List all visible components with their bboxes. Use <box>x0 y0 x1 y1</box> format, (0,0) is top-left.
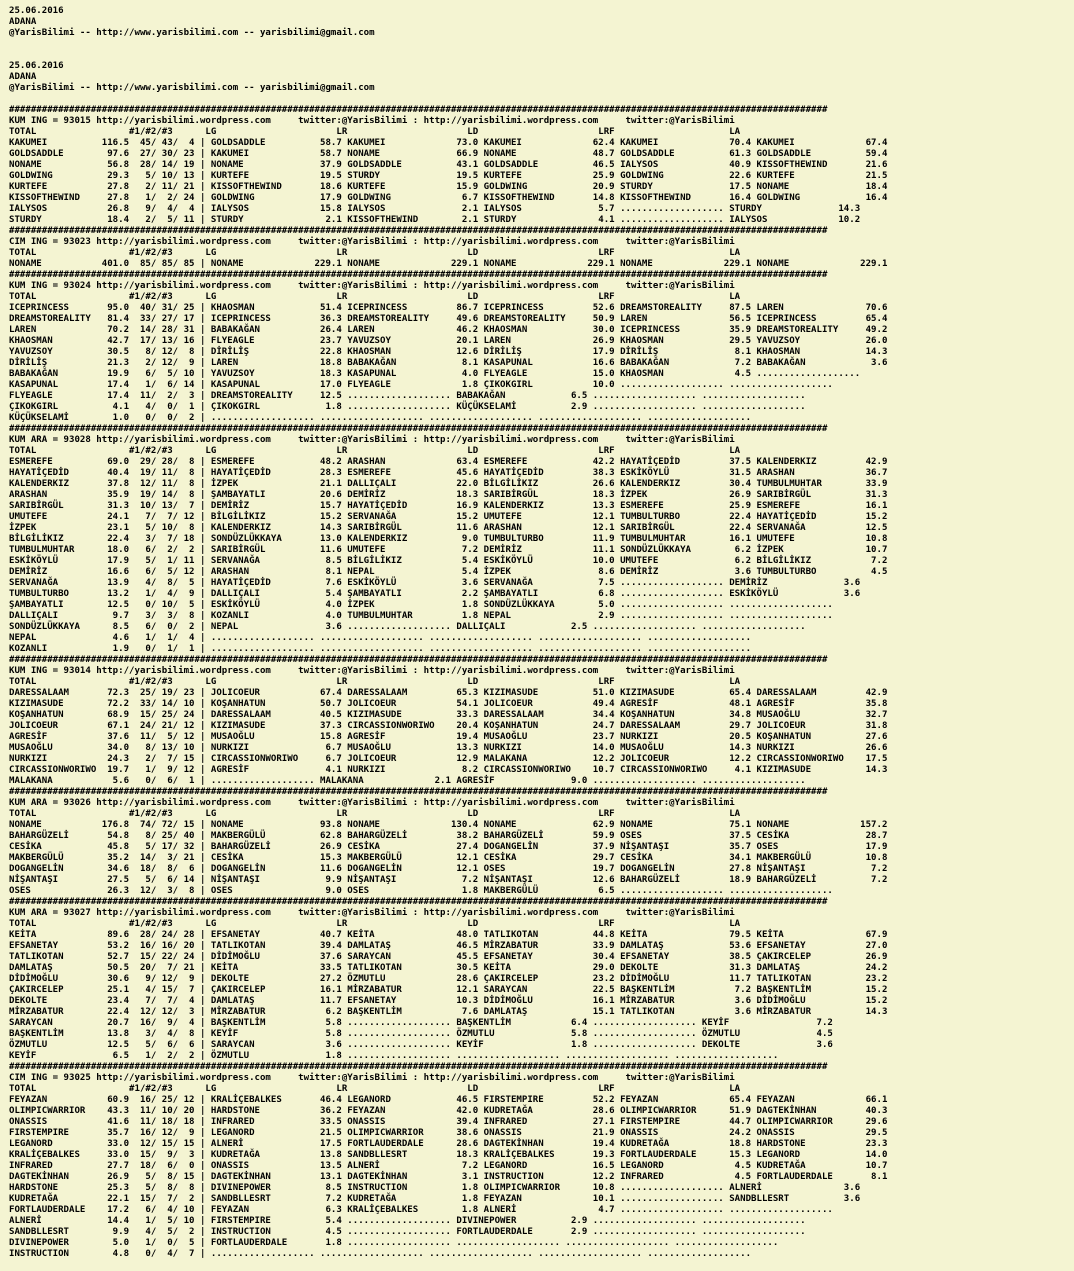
table-row: KOŞANHATUN 68.9 15/ 25/ 24 | DARESSALAAM 40.5 KIZIMASUDE 33.3 DARESSALAAM 34.4 KOŞANHATUN 34.8 MUSAOĞLU 32.7 <box>9 710 888 720</box>
race-table <box>9 424 1074 655</box>
table-row: KEYİF 6.5 1/ 2/ 2 | ÖZMUTLU 1.8 ................... ................... ................... ................... <box>9 1051 779 1061</box>
race-table <box>9 226 1074 270</box>
table-row: DALLIÇALI 9.7 3/ 3/ 8 | KOZANLI 4.0 TUMBULMUHTAR 1.8 NEPAL 2.9 ................... ................... <box>9 611 833 621</box>
table-row: KALENDERKIZ 37.8 12/ 11/ 8 | İZPEK 21.1 DALLIÇALI 22.0 BİLGİLİKIZ 26.6 KALENDERKIZ 30.4 TUMBULMUHTAR 33.9 <box>9 479 888 489</box>
table-row: GOLDWING 29.3 5/ 10/ 13 | KURTEFE 19.5 STURDY 19.5 KURTEFE 25.9 GOLDWING 22.6 KURTEFE 21.5 <box>9 171 888 181</box>
table-row: DEMİRİZ 16.6 6/ 5/ 12 | ARASHAN 8.1 NEPAL 5.4 İZPEK 8.6 DEMİRİZ 3.6 TUMBULTURBO 4.5 <box>9 567 888 577</box>
column-header: TOTAL #1/#2/#3 LG LR LD LRF LA <box>9 809 741 819</box>
race-title: KUM ARA = 93028 http://yarisbilimi.wordpress.com twitter:@YarisBilimi : http://yarisbilimi.wordpress.com twitter:@YarisBilimi <box>9 435 735 445</box>
table-row: HARDSTONE 25.3 5/ 8/ 8 | DIVINEPOWER 8.5 INSTRUCTION 1.8 OLIMPICWARRIOR 10.8 ................... ALNERİ 3.6 <box>9 1183 861 1193</box>
table-row: NONAME 401.0 85/ 85/ 85 | NONAME 229.1 NONAME 229.1 NONAME 229.1 NONAME 229.1 NONAME 229.1 <box>9 259 888 269</box>
separator-line: ###################################################################################################################################################### <box>9 105 828 115</box>
separator-line: ###################################################################################################################################################### <box>9 424 828 434</box>
table-row: KUDRETAĞA 22.1 15/ 7/ 2 | SANDBLLESRT 7.2 KUDRETAĞA 1.8 FEYAZAN 10.1 ................... SANDBLLESRT 3.6 <box>9 1194 861 1204</box>
column-header: TOTAL #1/#2/#3 LG LR LD LRF LA <box>9 127 741 137</box>
table-row: KHAOSMAN 42.7 17/ 13/ 16 | FLYEAGLE 23.7 YAVUZSOY 20.1 LAREN 26.9 KHAOSMAN 29.5 YAVUZSOY 26.0 <box>9 336 888 346</box>
separator-line: ###################################################################################################################################################### <box>9 897 828 907</box>
table-row: DIVINEPOWER 5.0 1/ 0/ 5 | FORTLAUDERDALE 1.8 ................... ................... ................... ................... <box>9 1238 779 1248</box>
table-row: SONDÜZLÜKKAYA 8.5 6/ 0/ 2 | NEPAL 3.6 ................... DALLIÇALI 2.5 ................... ................... <box>9 622 806 632</box>
table-row: ESKİKÖYLÜ 17.9 5/ 1/ 11 | SERVANAĞA 8.5 BİLGİLİKIZ 5.4 ESKİKÖYLÜ 10.0 UMUTEFE 6.2 BİLGİLİKIZ 7.2 <box>9 556 888 566</box>
table-row: GOLDSADDLE 97.6 27/ 30/ 23 | KAKUMEI 58.7 NONAME 66.9 NONAME 48.7 GOLDSADDLE 61.3 GOLDSADDLE 59.4 <box>9 149 888 159</box>
separator-line: ###################################################################################################################################################### <box>9 226 828 236</box>
report-date: 25.06.2016 <box>9 6 64 16</box>
table-row: OSES 26.3 12/ 3/ 8 | OSES 9.0 OSES 1.8 MAKBERGÜLÜ 6.5 ................... ................... <box>9 886 833 896</box>
table-row: DAMLATAŞ 50.5 20/ 7/ 21 | KEİTA 33.5 TATLIKOTAN 30.5 KEİTA 29.0 DEKOLTE 31.3 DAMLATAŞ 24.2 <box>9 963 888 973</box>
report-date: 25.06.2016 <box>9 61 64 71</box>
table-row: AGRESİF 37.6 11/ 5/ 12 | MUSAOĞLU 15.8 AGRESİF 19.4 MUSAOĞLU 23.7 NURKIZI 20.5 KOŞANHATUN 27.6 <box>9 732 888 742</box>
table-row: INFRARED 27.7 18/ 6/ 0 | ONASSIS 13.5 ALNERİ 7.2 LEGANORD 16.5 LEGANORD 4.5 KUDRETAĞA 10.7 <box>9 1161 888 1171</box>
table-row: FIRSTEMPIRE 35.7 16/ 12/ 9 | LEGANORD 21.5 OLIMPICWARRIOR 38.6 ONASSIS 21.9 ONASSIS 24.2 ONASSIS 29.5 <box>9 1128 888 1138</box>
table-row: KEİTA 89.6 28/ 24/ 28 | EFSANETAY 40.7 KEİTA 48.0 TATLIKOTAN 44.8 KEİTA 79.5 KEİTA 67.9 <box>9 930 888 940</box>
table-row: MUSAOĞLU 34.0 8/ 13/ 10 | NURKIZI 6.7 MUSAOĞLU 13.3 NURKIZI 14.0 MUSAOĞLU 14.3 NURKIZI 26.6 <box>9 743 888 753</box>
table-row: YAVUZSOY 30.5 8/ 12/ 8 | DİRİLİŞ 22.8 KHAOSMAN 12.6 DİRİLİŞ 17.9 DİRİLİŞ 8.1 KHAOSMAN 14.3 <box>9 347 888 357</box>
separator-line: ###################################################################################################################################################### <box>9 787 828 797</box>
report-city: ADANA <box>9 72 37 82</box>
table-row: DEKOLTE 23.4 7/ 7/ 4 | DAMLATAŞ 11.7 EFSANETAY 10.3 DİDİMOĞLU 16.1 MİRZABATUR 3.6 DİDİMOĞLU 15.2 <box>9 996 888 1006</box>
table-row: ONASSIS 41.6 11/ 18/ 18 | INFRARED 33.5 ONASSIS 39.4 INFRARED 27.1 FIRSTEMPIRE 44.7 OLIMPICWARRIOR 29.6 <box>9 1117 888 1127</box>
race-title: CIM ING = 93023 http://yarisbilimi.wordpress.com twitter:@YarisBilimi : http://yarisbilimi.wordpress.com twitter:@YarisBilimi <box>9 237 735 247</box>
race-table <box>9 1062 1074 1260</box>
table-row: UMUTEFE 24.1 7/ 7/ 12 | BİLGİLİKIZ 15.2 SERVANAĞA 15.2 UMUTEFE 12.1 TUMBULTURBO 22.4 HAYATİÇEDİD 15.2 <box>9 512 888 522</box>
table-row: İZPEK 23.1 5/ 10/ 8 | KALENDERKIZ 14.3 SARIBİRGÜL 11.6 ARASHAN 12.1 SARIBİRGÜL 22.4 SERVANAĞA 12.5 <box>9 523 888 533</box>
table-row: NİŞANTAŞI 27.5 5/ 6/ 14 | NİŞANTAŞI 9.9 NİŞANTAŞI 7.2 NİŞANTAŞI 12.6 BAHARGÜZELİ 18.9 BAHARGÜZELİ 7.2 <box>9 875 888 885</box>
table-row: FORTLAUDERDALE 17.2 6/ 4/ 10 | FEYAZAN 6.3 KRALİÇEBALKES 1.8 ALNERİ 4.7 ................... ................... <box>9 1205 833 1215</box>
table-row: KURTEFE 27.8 2/ 11/ 21 | KISSOFTHEWIND 18.6 KURTEFE 15.9 GOLDWING 20.9 STURDY 17.5 NONAME 18.4 <box>9 182 888 192</box>
blank-line <box>9 39 1074 50</box>
table-row: SARIBİRGÜL 31.3 10/ 13/ 7 | DEMİRİZ 15.7 HAYATİÇEDİD 16.9 KALENDERKIZ 13.3 ESMEREFE 25.9 ESMEREFE 16.1 <box>9 501 888 511</box>
separator-line: ###################################################################################################################################################### <box>9 270 828 280</box>
table-row: KRALİÇEBALKES 33.0 15/ 9/ 3 | KUDRETAĞA 13.8 SANDBLLESRT 18.3 KRALİÇEBALKES 19.3 FORTLAUDERDALE 15.3 LEGANORD 14.0 <box>9 1150 888 1160</box>
table-row: CESİKA 45.8 5/ 17/ 32 | BAHARGÜZELİ 26.9 CESİKA 27.4 DOGANGELİN 37.9 NİŞANTAŞI 35.7 OSES 17.9 <box>9 842 888 852</box>
table-row: SANDBLLESRT 9.9 4/ 5/ 2 | INSTRUCTION 4.5 ................... FORTLAUDERDALE 2.9 ................... ................... <box>9 1227 806 1237</box>
race-title: KUM ING = 93014 http://yarisbilimi.wordpress.com twitter:@YarisBilimi : http://yarisbilimi.wordpress.com twitter:@YarisBilimi <box>9 666 735 676</box>
column-header: TOTAL #1/#2/#3 LG LR LD LRF LA <box>9 677 741 687</box>
table-row: FLYEAGLE 17.4 11/ 2/ 3 | DREAMSTOREALITY 12.5 ................... BABAKAĞAN 6.5 ................... ................... <box>9 391 806 401</box>
report-contact: @YarisBilimi -- http://www.yarisbilimi.com -- yarisbilimi@gmail.com <box>9 28 375 38</box>
table-row: SERVANAĞA 13.9 4/ 8/ 5 | HAYATİÇEDİD 7.6 ESKİKÖYLÜ 3.6 SERVANAĞA 7.5 ................... DEMİRİZ 3.6 <box>9 578 861 588</box>
table-row: DREAMSTOREALITY 81.4 33/ 27/ 17 | ICEPRINCESS 36.3 DREAMSTOREALITY 49.6 DREAMSTOREALITY 50.9 LAREN 56.5 ICEPRINCESS 65.4 <box>9 314 888 324</box>
table-row: ESMEREFE 69.0 29/ 28/ 8 | ESMEREFE 48.2 ARASHAN 63.4 ESMEREFE 42.2 HAYATİÇEDİD 37.5 KALENDERKIZ 42.9 <box>9 457 888 467</box>
table-row: TATLIKOTAN 52.7 15/ 22/ 24 | DİDİMOĞLU 37.6 SARAYCAN 45.5 EFSANETAY 30.4 EFSANETAY 38.5 ÇAKIRCELEP 26.9 <box>9 952 888 962</box>
table-row: NONAME 176.8 74/ 72/ 15 | NONAME 93.8 NONAME 130.4 NONAME 62.9 NONAME 75.1 NONAME 157.2 <box>9 820 888 830</box>
table-row: MALAKANA 5.6 0/ 6/ 1 | ................... MALAKANA 2.1 AGRESİF 9.0 ................... ................... <box>9 776 806 786</box>
table-row: KASAPUNAL 17.4 1/ 6/ 14 | KASAPUNAL 17.0 FLYEAGLE 1.8 ÇIKOKGIRL 10.0 ................... ................... <box>9 380 833 390</box>
table-row: KISSOFTHEWIND 27.8 1/ 2/ 24 | GOLDWING 17.9 GOLDWING 6.7 KISSOFTHEWIND 14.8 KISSOFTHEWIND 16.4 GOLDWING 16.4 <box>9 193 888 203</box>
table-row: ÇIKOKGIRL 4.1 4/ 0/ 1 | ÇIKOKGIRL 1.8 ................... KÜÇÜKSELAMİ 2.9 ................... ................... <box>9 402 806 412</box>
race-report-text <box>9 6 1074 1260</box>
race-table <box>9 270 1074 424</box>
table-row: BİLGİLİKIZ 22.4 3/ 7/ 18 | SONDÜZLÜKKAYA 13.0 KALENDERKIZ 9.0 TUMBULTURBO 11.9 TUMBULMUHTAR 16.1 UMUTEFE 10.8 <box>9 534 888 544</box>
table-row: OLIMPICWARRIOR 43.3 11/ 10/ 20 | HARDSTONE 36.2 FEYAZAN 42.0 KUDRETAĞA 28.6 OLIMPICWARRIOR 51.9 DAGTEKİNHAN 40.3 <box>9 1106 888 1116</box>
table-row: ALNERİ 14.4 1/ 5/ 10 | FIRSTEMPIRE 5.4 ................... DIVINEPOWER 2.9 ................... ................... <box>9 1216 806 1226</box>
race-title: CIM ING = 93025 http://yarisbilimi.wordpress.com twitter:@YarisBilimi : http://yarisbilimi.wordpress.com twitter:@YarisBilimi <box>9 1073 735 1083</box>
blank-line <box>9 50 1074 61</box>
race-table <box>9 897 1074 1062</box>
report-header <box>9 61 1074 94</box>
table-row: NEPAL 4.6 1/ 1/ 4 | ................... ................... ................... ................... ................... <box>9 633 752 643</box>
table-row: ŞAMBAYATLI 12.5 0/ 10/ 5 | ESKİKÖYLÜ 4.0 İZPEK 1.8 SONDÜZLÜKKAYA 5.0 ................... ................... <box>9 600 833 610</box>
table-row: ÖZMUTLU 12.5 5/ 6/ 6 | SARAYCAN 3.6 ................... KEYİF 1.8 ................... DEKOLTE 3.6 <box>9 1040 833 1050</box>
table-row: EFSANETAY 53.2 16/ 16/ 20 | TATLIKOTAN 39.4 DAMLATAŞ 46.5 MİRZABATUR 33.9 DAMLATAŞ 53.6 EFSANETAY 27.0 <box>9 941 888 951</box>
table-row: ÇAKIRCELEP 25.1 4/ 15/ 7 | ÇAKIRCELEP 16.1 MİRZABATUR 12.1 SARAYCAN 22.5 BAŞKENTLİM 7.2 BAŞKENTLİM 15.2 <box>9 985 888 995</box>
table-row: BAHARGÜZELİ 54.8 8/ 25/ 40 | MAKBERGÜLÜ 62.8 BAHARGÜZELİ 38.2 BAHARGÜZELİ 59.9 OSES 37.5 CESİKA 28.7 <box>9 831 888 841</box>
table-row: KÜÇÜKSELAMİ 1.0 0/ 0/ 2 | ................... ................... ................... ................... ................... <box>9 413 752 423</box>
column-header: TOTAL #1/#2/#3 LG LR LD LRF LA <box>9 446 741 456</box>
table-row: STURDY 18.4 2/ 5/ 11 | STURDY 2.1 KISSOFTHEWIND 2.1 STURDY 4.1 ................... IALYSOS 10.2 <box>9 215 861 225</box>
table-row: DİDİMOĞLU 30.6 9/ 12/ 9 | DEKOLTE 27.2 ÖZMUTLU 28.6 ÇAKIRCELEP 23.2 DİDİMOĞLU 11.7 TATLIKOTAN 23.2 <box>9 974 888 984</box>
table-row: DARESSALAAM 72.3 25/ 19/ 23 | JOLICOEUR 67.4 DARESSALAAM 65.3 KIZIMASUDE 51.0 KIZIMASUDE 65.4 DARESSALAAM 42.9 <box>9 688 888 698</box>
table-row: ICEPRINCESS 95.0 40/ 31/ 25 | KHAOSMAN 51.4 ICEPRINCESS 86.7 ICEPRINCESS 52.6 DREAMSTOREALITY 87.5 LAREN 70.6 <box>9 303 888 313</box>
table-row: NONAME 56.8 28/ 14/ 19 | NONAME 37.9 GOLDSADDLE 43.1 GOLDSADDLE 46.5 IALYSOS 40.9 KISSOFTHEWIND 21.6 <box>9 160 888 170</box>
race-title: KUM ARA = 93027 http://yarisbilimi.wordpress.com twitter:@YarisBilimi : http://yarisbilimi.wordpress.com twitter:@YarisBilimi <box>9 908 735 918</box>
column-header: TOTAL #1/#2/#3 LG LR LD LRF LA <box>9 919 741 929</box>
race-table <box>9 787 1074 897</box>
blank-line <box>9 94 1074 105</box>
table-row: NURKIZI 24.3 2/ 7/ 15 | CIRCASSIONWORIWO 6.7 JOLICOEUR 12.9 MALAKANA 12.2 JOLICOEUR 12.2 CIRCASSIONWORIWO 17.5 <box>9 754 888 764</box>
table-row: SARAYCAN 20.7 16/ 9/ 4 | BAŞKENTLİM 5.8 ................... BAŞKENTLİM 6.4 ................... KEYİF 7.2 <box>9 1018 833 1028</box>
table-row: DİRİLİŞ 21.3 2/ 12/ 9 | LAREN 18.8 BABAKAĞAN 8.1 KASAPUNAL 16.6 BABAKAĞAN 7.2 BABAKAĞAN 3.6 <box>9 358 888 368</box>
table-row: LAREN 70.2 14/ 28/ 31 | BABAKAĞAN 26.4 LAREN 46.2 KHAOSMAN 30.0 ICEPRINCESS 35.9 DREAMSTOREALITY 49.2 <box>9 325 888 335</box>
report-contact: @YarisBilimi -- http://www.yarisbilimi.com -- yarisbilimi@gmail.com <box>9 83 375 93</box>
table-row: DAGTEKİNHAN 26.9 5/ 8/ 15 | DAGTEKİNHAN 13.1 DAGTEKİNHAN 3.1 INSTRUCTION 12.2 INFRARED 4.5 FORTLAUDERDALE 8.1 <box>9 1172 888 1182</box>
table-row: KAKUMEI 116.5 45/ 43/ 4 | GOLDSADDLE 58.7 KAKUMEI 73.0 KAKUMEI 62.4 KAKUMEI 70.4 KAKUMEI 67.4 <box>9 138 888 148</box>
separator-line: ###################################################################################################################################################### <box>9 655 828 665</box>
column-header: TOTAL #1/#2/#3 LG LR LD LRF LA <box>9 1084 741 1094</box>
report-header <box>9 6 1074 39</box>
table-row: BAŞKENTLİM 13.8 3/ 4/ 8 | KEYİF 5.8 ................... ÖZMUTLU 5.8 ................... ÖZMUTLU 4.5 <box>9 1029 833 1039</box>
table-row: INSTRUCTION 4.8 0/ 4/ 7 | ................... ................... ................... ................... ................... <box>9 1249 752 1259</box>
table-row: MAKBERGÜLÜ 35.2 14/ 3/ 21 | CESİKA 15.3 MAKBERGÜLÜ 12.1 CESİKA 29.7 CESİKA 34.1 MAKBERGÜLÜ 10.8 <box>9 853 888 863</box>
table-row: MİRZABATUR 22.4 12/ 12/ 3 | MİRZABATUR 6.2 BAŞKENTLİM 7.6 DAMLATAŞ 15.1 TATLIKOTAN 3.6 MİRZABATUR 14.3 <box>9 1007 888 1017</box>
table-row: TUMBULTURBO 13.2 1/ 4/ 9 | DALLIÇALI 5.4 ŞAMBAYATLI 2.2 ŞAMBAYATLI 6.8 ................... ESKİKÖYLÜ 3.6 <box>9 589 861 599</box>
table-row: LEGANORD 33.0 12/ 15/ 15 | ALNERİ 17.5 FORTLAUDERDALE 28.6 DAGTEKİNHAN 19.4 KUDRETAĞA 18.8 HARDSTONE 23.3 <box>9 1139 888 1149</box>
table-row: HAYATİÇEDİD 40.4 19/ 11/ 8 | HAYATİÇEDİD 28.3 ESMEREFE 45.6 HAYATİÇEDİD 38.3 ESKİKÖYLÜ 31.5 ARASHAN 36.7 <box>9 468 888 478</box>
table-row: DOGANGELİN 34.6 18/ 8/ 6 | DOGANGELİN 11.6 DOGANGELİN 12.1 OSES 19.7 DOGANGELİN 27.8 NİŞANTAŞI 7.2 <box>9 864 888 874</box>
race-title: KUM ING = 93015 http://yarisbilimi.wordpress.com twitter:@YarisBilimi : http://yarisbilimi.wordpress.com twitter:@YarisBilimi <box>9 116 735 126</box>
table-row: CIRCASSIONWORIWO 19.7 1/ 9/ 12 | AGRESİF 4.1 NURKIZI 8.2 CIRCASSIONWORIWO 10.7 CIRCASSIONWORIWO 4.1 KIZIMASUDE 14.3 <box>9 765 888 775</box>
table-row: TUMBULMUHTAR 18.0 6/ 2/ 2 | SARIBİRGÜL 11.6 UMUTEFE 7.2 DEMİRİZ 11.1 SONDÜZLÜKKAYA 6.2 İZPEK 10.7 <box>9 545 888 555</box>
table-row: KOZANLI 1.9 0/ 1/ 1 | ................... ................... ................... ................... ................... <box>9 644 752 654</box>
separator-line: ###################################################################################################################################################### <box>9 1062 828 1072</box>
table-row: IALYSOS 26.8 9/ 4/ 4 | IALYSOS 15.8 IALYSOS 2.1 IALYSOS 5.7 ................... STURDY 14.3 <box>9 204 861 214</box>
table-row: BABAKAĞAN 19.9 6/ 5/ 10 | YAVUZSOY 18.3 KASAPUNAL 4.0 FLYEAGLE 15.0 KHAOSMAN 4.5 ................... <box>9 369 861 379</box>
column-header: TOTAL #1/#2/#3 LG LR LD LRF LA <box>9 248 741 258</box>
race-table <box>9 105 1074 226</box>
table-row: FEYAZAN 60.9 16/ 25/ 12 | KRALİÇEBALKES 46.4 LEGANORD 46.5 FIRSTEMPIRE 52.2 FEYAZAN 65.4 FEYAZAN 66.1 <box>9 1095 888 1105</box>
race-title: KUM ING = 93024 http://yarisbilimi.wordpress.com twitter:@YarisBilimi : http://yarisbilimi.wordpress.com twitter:@YarisBilimi <box>9 281 735 291</box>
table-row: ARASHAN 35.9 19/ 14/ 8 | ŞAMBAYATLI 20.6 DEMİRİZ 18.3 SARIBİRGÜL 18.3 İZPEK 26.9 SARIBİRGÜL 31.3 <box>9 490 888 500</box>
table-row: JOLICOEUR 67.1 24/ 21/ 12 | KIZIMASUDE 37.3 CIRCASSIONWORIWO 20.4 KOŞANHATUN 24.7 DARESSALAAM 29.7 JOLICOEUR 31.8 <box>9 721 888 731</box>
race-table <box>9 655 1074 787</box>
column-header: TOTAL #1/#2/#3 LG LR LD LRF LA <box>9 292 741 302</box>
table-row: KIZIMASUDE 72.2 33/ 14/ 10 | KOŞANHATUN 50.7 JOLICOEUR 54.1 JOLICOEUR 49.4 AGRESİF 48.1 AGRESİF 35.8 <box>9 699 888 709</box>
report-city: ADANA <box>9 17 37 27</box>
race-title: KUM ARA = 93026 http://yarisbilimi.wordpress.com twitter:@YarisBilimi : http://yarisbilimi.wordpress.com twitter:@YarisBilimi <box>9 798 735 808</box>
